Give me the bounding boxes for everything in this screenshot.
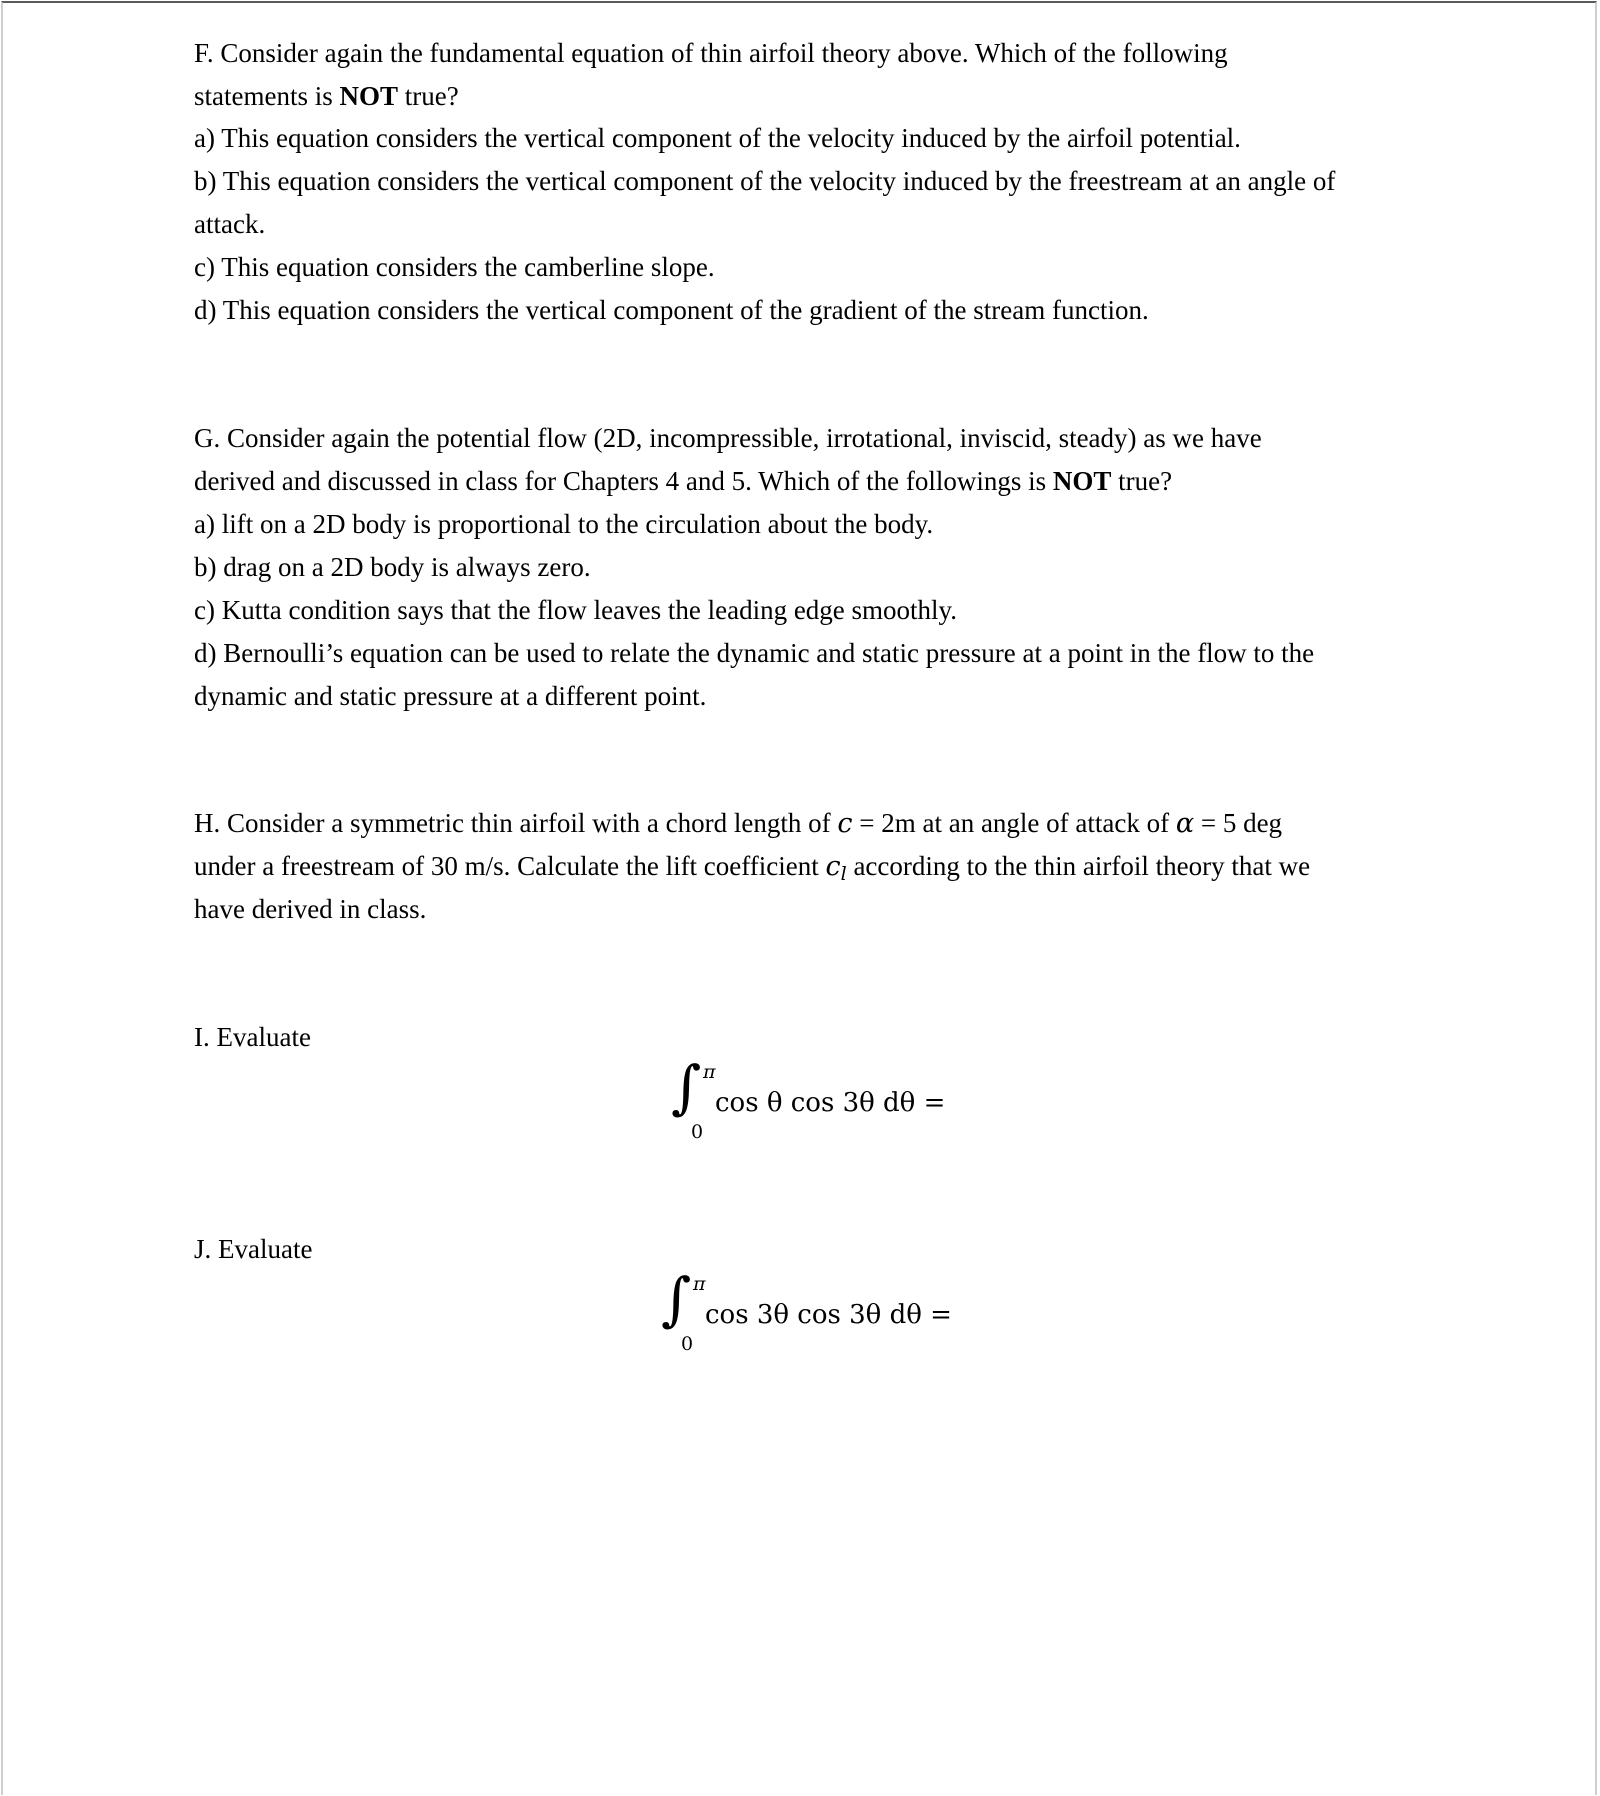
- chord-variable: c: [837, 808, 853, 839]
- text: 2m at an angle of attack of: [881, 808, 1176, 838]
- integral-j: [661, 1265, 952, 1360]
- question-h-line2: [194, 850, 1310, 890]
- text: =: [852, 808, 882, 838]
- question-g-option-b: b) drag on a 2D body is always zero.: [194, 552, 591, 582]
- text: = 5 deg: [1194, 808, 1283, 838]
- question-f-option-b: b) This equation considers the vertical component of the velocity induced by the freestream at an angle of: [194, 166, 1336, 196]
- text: derived and discussed in class for Chapters 4 and 5. Which of the followings is: [194, 466, 1053, 496]
- question-g-option-d: d) Bernoulli’s equation can be used to relate the dynamic and static pressure at a point in the flow to the: [194, 638, 1315, 668]
- text: under a freestream of 30 m/s. Calculate the lift coefficient: [194, 851, 826, 881]
- question-f-line2: [194, 80, 459, 112]
- lift-coefficient-subscript: l: [840, 863, 847, 885]
- integrand-j: cos 3θ cos 3θ dθ =: [705, 1300, 952, 1330]
- question-g-option-c: c) Kutta condition says that the flow leaves the leading edge smoothly.: [194, 595, 958, 625]
- text: H. Consider a symmetric thin airfoil with a chord length of: [194, 808, 838, 838]
- question-f-option-c: c) This equation considers the camberline slope.: [194, 252, 715, 282]
- integral-sign-j: ∫: [661, 1265, 692, 1333]
- upper-limit-j: π: [693, 1273, 706, 1295]
- question-f-line1: F. Consider again the fundamental equation of thin airfoil theory above. Which of the following: [194, 38, 1228, 68]
- question-h-line3: have derived in class.: [194, 894, 427, 924]
- lower-limit-j: 0: [681, 1333, 694, 1355]
- not-emphasis: NOT: [1052, 466, 1112, 496]
- question-j-label: J. Evaluate: [194, 1234, 313, 1264]
- question-i-label: I. Evaluate: [194, 1022, 311, 1052]
- question-g-option-d-cont: dynamic and static pressure at a different point.: [194, 681, 707, 711]
- alpha-variable: α: [1175, 808, 1195, 839]
- question-g-line1: G. Consider again the potential flow (2D, incompressible, irrotational, inviscid, steady) as we have: [194, 423, 1262, 453]
- question-f-option-b-cont: attack.: [194, 209, 266, 239]
- text: true?: [398, 81, 459, 111]
- document-page: [1, 1, 1597, 1795]
- question-g-option-a: a) lift on a 2D body is proportional to the circulation about the body.: [194, 509, 934, 539]
- integrand-i: cos θ cos 3θ dθ =: [715, 1088, 946, 1118]
- text: statements is: [194, 81, 340, 111]
- lower-limit-i: 0: [691, 1121, 704, 1143]
- question-h-line1: [194, 807, 1282, 840]
- upper-limit-i: π: [703, 1061, 716, 1083]
- text: according to the thin airfoil theory that we: [846, 851, 1311, 881]
- integral-i: [671, 1053, 951, 1148]
- question-g-line2: [194, 465, 1172, 497]
- text: true?: [1111, 466, 1173, 496]
- integral-sign-i: ∫: [671, 1053, 702, 1121]
- not-emphasis: NOT: [339, 81, 398, 111]
- question-f-option-a: a) This equation considers the vertical component of the velocity induced by the airfoil potential.: [194, 123, 1241, 153]
- question-f-option-d: d) This equation considers the vertical component of the gradient of the stream function.: [194, 295, 1149, 325]
- lift-coefficient-variable: c: [825, 851, 841, 882]
